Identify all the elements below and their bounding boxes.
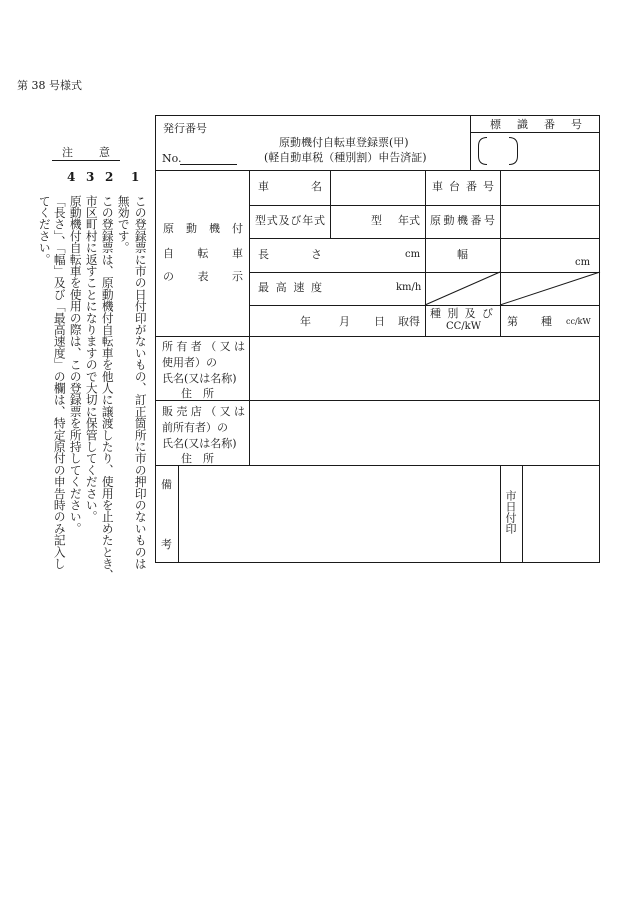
chassis-number-label: 車台番号 [432,180,494,193]
acquired-label: 取得 [398,315,420,328]
class-prefix: 第 [507,315,518,328]
vehicle-section-label-line-3: の表示 [163,270,243,283]
note-number-1: 1 [131,170,140,184]
plate-number-label: 標識番号 [490,118,582,131]
note-number-3: 3 [86,170,95,184]
void-cell-diagonal [500,272,600,305]
void-cell-diagonal [425,272,500,305]
vehicle-name-label: 車名 [258,180,322,193]
form-title: 原動機付自転車登録票(甲) [279,136,409,149]
owner-value [250,337,600,400]
model-unit: 型 [371,214,382,227]
width-label: 幅 [457,248,468,261]
dealer-label-line-2: 前所有者）の [162,421,228,434]
model-year-label: 型式及び年式 [255,214,325,227]
width-unit: cm [575,257,591,268]
note-1-line-2: 無効です。 [116,195,131,254]
form-number: 第 38 号様式 [17,79,82,92]
class-suffix: 種 [541,315,552,328]
issue-number-value [180,150,237,164]
length-label: 長さ [258,248,322,261]
city-date-stamp-area [523,466,599,562]
owner-label-line-3: 氏名(又は名称) [162,372,237,385]
acquired-year-unit: 年 [300,315,311,328]
issue-number-label: 発行番号 [163,122,207,135]
engine-number-label: 原動機番号 [430,214,495,227]
max-speed-label: 最高速度 [258,281,322,294]
note-number-2: 2 [105,170,114,184]
remarks-label-top: 備 [161,478,172,491]
note-2-line-2: 市区町村に返すことになりますので大切に保管してください。 [84,195,99,523]
city-date-stamp-label: 市日付印 [504,490,517,534]
note-1-line-1: この登録票に市の日付印がないもの、訂正箇所に市の押印のないものは [133,195,148,570]
year-unit: 年式 [398,214,420,227]
acquired-month-unit: 月 [339,315,350,328]
note-4-line-2: てください。 [37,195,52,266]
note-2-line-1: この登録票は、原動機付自転車を他人に譲渡したり、使用を止めたとき、 [100,195,115,582]
owner-label-line-2: 使用者）の [162,356,217,369]
chassis-number-value [501,171,600,205]
max-speed-unit: km/h [396,282,422,293]
issue-number-no-label: No. [162,152,182,165]
length-unit: cm [405,249,421,260]
owner-label-line-1: 所有者（又は [162,340,245,353]
engine-number-value [501,206,600,238]
vehicle-section-label-line-1: 原動機付 [163,222,243,235]
remarks-value [179,466,500,562]
class-unit: cc/kW [566,317,591,326]
acquired-day-unit: 日 [374,315,385,328]
dealer-value [250,401,600,465]
owner-label-line-4: 住 所 [181,387,214,400]
remarks-label-bottom: 考 [161,538,172,551]
dealer-label-line-4: 住 所 [181,452,214,465]
class-label-unit: CC/kW [446,321,482,332]
vehicle-section-label-line-2: 自転車 [163,247,243,260]
note-4-line-1: 「長さ」、「幅」及び「最高速度」の欄は、特定原付の申告時のみ記入し [52,195,67,570]
dealer-label-line-1: 販売店（又は [162,405,245,418]
vehicle-name-value [331,171,425,205]
dealer-label-line-3: 氏名(又は名称) [162,437,237,450]
plate-number-value [479,138,517,164]
note-number-4: 4 [67,170,76,184]
class-label: 種別及び [430,307,493,320]
notes-heading: 注 意 [62,146,110,159]
form-subtitle: (軽自動車税（種別割）申告済証) [264,151,427,164]
note-3-line-1: 原動機付自転車を使用の際は、この登録票を所持してください。 [68,195,83,535]
